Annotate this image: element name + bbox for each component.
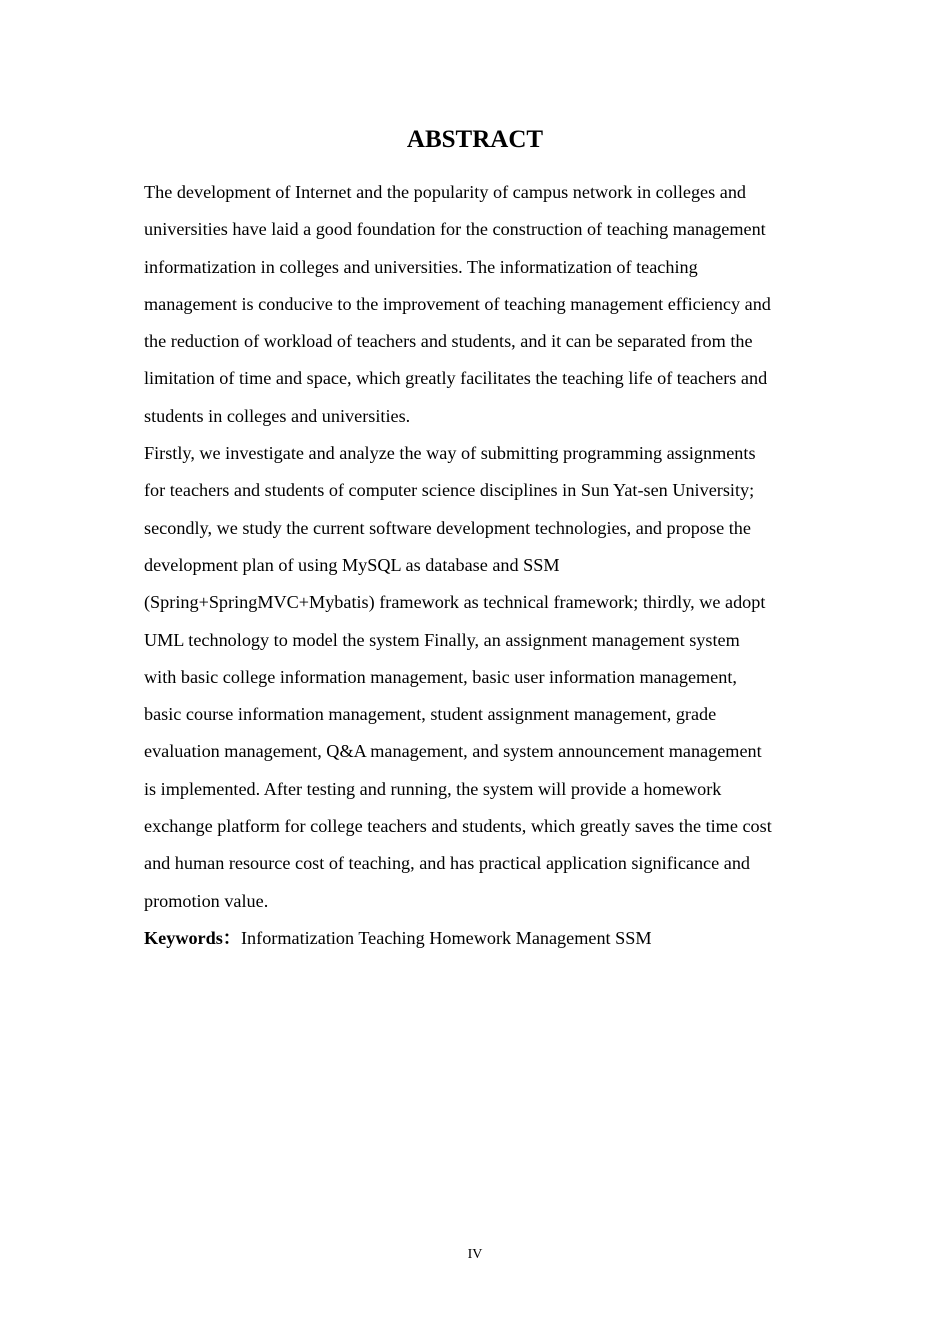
abstract-line: promotion value. [144, 890, 269, 911]
abstract-line: exchange platform for college teachers and students, which greatly saves the time cost [144, 816, 772, 837]
abstract-line: the reduction of workload of teachers and students, and it can be separated from the [144, 331, 753, 352]
abstract-line: development plan of using MySQL as database and SSM [144, 554, 560, 575]
page-number: IV [467, 1247, 483, 1262]
abstract-line: with basic college information management, basic user information management, [144, 666, 737, 687]
keywords-label: Keywords： [144, 927, 241, 948]
abstract-title: ABSTRACT [406, 126, 544, 153]
abstract-line: management is conducive to the improvement of teaching management efficiency and [144, 293, 771, 314]
abstract-line: (Spring+SpringMVC+Mybatis) framework as technical framework; thirdly, we adopt [144, 592, 766, 613]
abstract-line: UML technology to model the system Finally, an assignment management system [144, 629, 740, 650]
abstract-line: is implemented. After testing and running, the system will provide a homework [144, 778, 722, 799]
abstract-line: and human resource cost of teaching, and has practical application significance and [144, 853, 751, 874]
abstract-line: secondly, we study the current software development technologies, and propose the [144, 517, 751, 538]
abstract-line: basic course information management, student assignment management, grade [144, 704, 717, 725]
keywords-value: Informatization Teaching Homework Management SSM [241, 927, 652, 948]
abstract-line: limitation of time and space, which greatly facilitates the teaching life of teachers and [144, 368, 768, 389]
abstract-line: universities have laid a good foundation for the construction of teaching management [144, 219, 766, 240]
abstract-line: informatization in colleges and universities. The informatization of teaching [144, 256, 698, 277]
abstract-line: evaluation management, Q&A management, and system announcement management [144, 741, 762, 762]
abstract-line: Firstly, we investigate and analyze the way of submitting programming assignments [144, 443, 756, 464]
abstract-line: for teachers and students of computer science disciplines in Sun Yat-sen University; [144, 480, 755, 501]
abstract-line: The development of Internet and the popularity of campus network in colleges and [144, 182, 747, 202]
keywords-line [144, 920, 812, 957]
abstract-line: students in colleges and universities. [144, 405, 411, 426]
abstract-body [144, 174, 812, 957]
